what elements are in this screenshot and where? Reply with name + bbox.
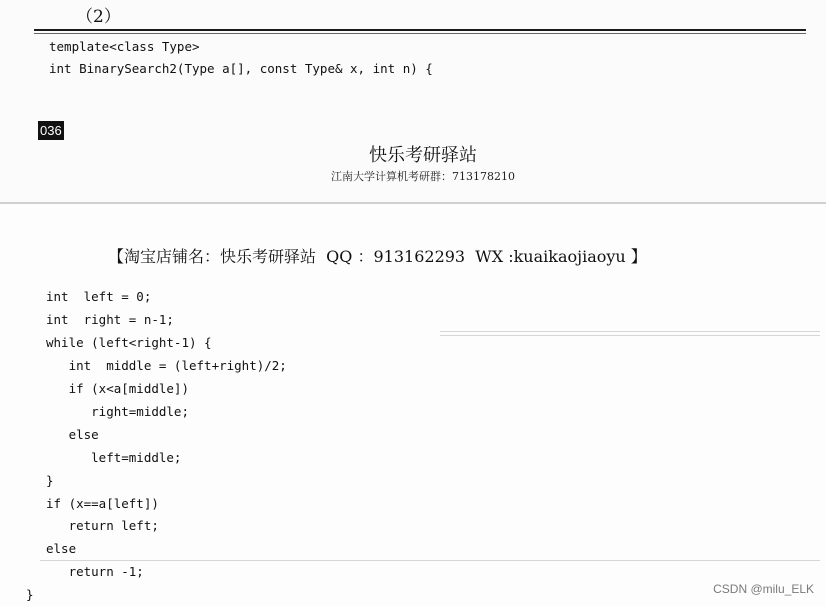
page-number-badge: 036 [40,123,62,138]
code-line: int left = 0; [46,289,152,304]
divider-rule [34,29,806,31]
code-line: } [46,473,54,488]
code-line: else [46,541,77,556]
code-line: if (x<a[middle]) [46,381,189,396]
code-line: right=middle; [46,404,189,419]
credit-watermark: CSDN @milu_ELK [713,582,814,596]
ghost-rule [440,331,820,332]
top-page-section [0,0,826,203]
code-line: template<class Type> [49,39,200,54]
code-line: int right = n-1; [46,312,174,327]
code-line: if (x==a[left]) [46,496,159,511]
code-line: while (left<right-1) { [46,335,212,350]
code-line: return -1; [46,564,144,579]
code-line: return left; [46,518,159,533]
divider-rule-thin [34,33,806,34]
code-line: left=middle; [46,450,182,465]
shop-banner: 【淘宝店铺名：快乐考研驿站 QQ ：913162293 WX :kuaikaojiaoyu 】 [108,247,647,266]
code-line: int BinarySearch2(Type a[], const Type& x, int n) { [49,61,433,76]
ghost-rule [40,560,820,561]
code-line: int middle = (left+right)/2; [46,358,287,373]
section-label: （2） [76,7,121,27]
ghost-rule [440,335,820,336]
watermark-title: 快乐考研驿站 [369,145,477,166]
code-line: } [26,587,34,602]
code-line: else [46,427,99,442]
watermark-subtitle: 江南大学计算机考研群：713178210 [331,170,515,183]
